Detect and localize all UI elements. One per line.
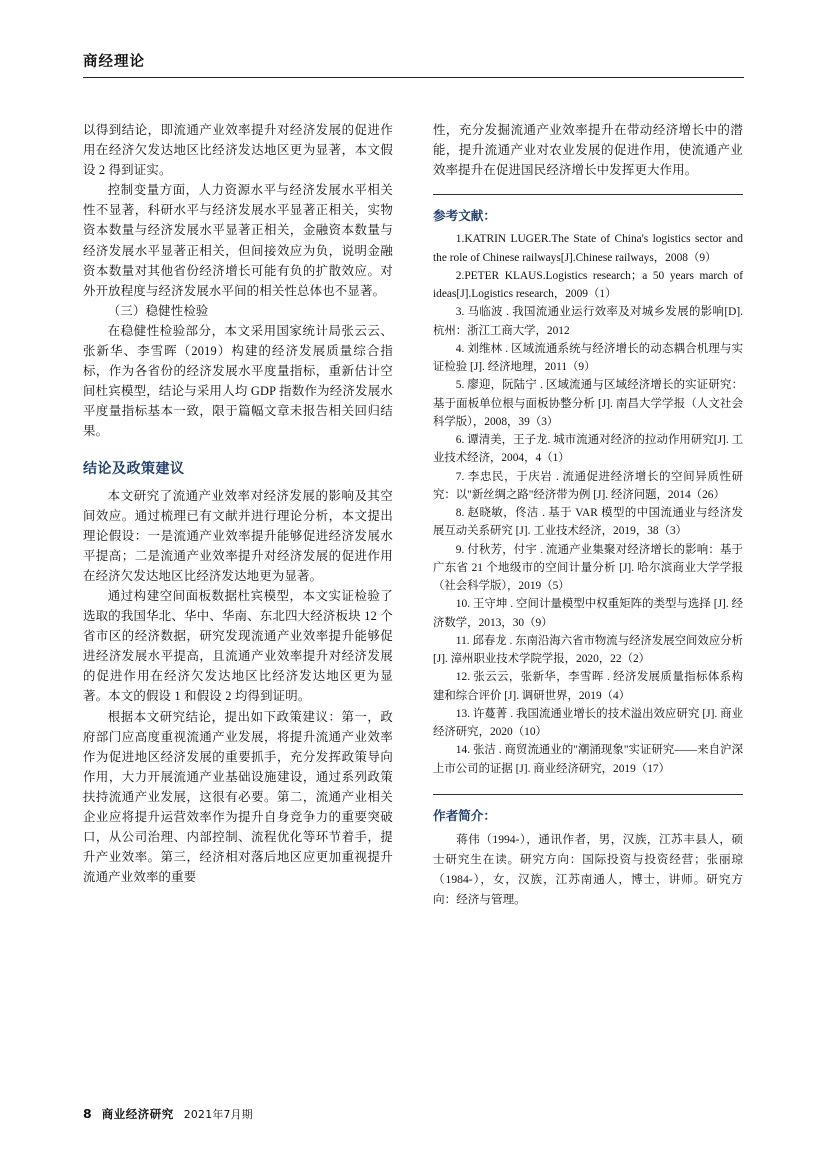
author-bio-block (433, 794, 743, 910)
reference-item: 10. 王守坤 . 空间计量模型中权重矩阵的类型与选择 [J]. 经济数学，2013，30（9） (433, 598, 743, 629)
references-divider (433, 194, 743, 195)
reference-item: 3. 马临波 . 我国流通业运行效率及对城乡发展的影响[D]. 杭州：浙江工商大学，2012 (433, 306, 743, 337)
paragraph: 控制变量方面，人力资源水平与经济发展水平相关性不显著，科研水平与经济发展水平显著正相关，实物资本数量与经济发展水平显著正相关，金融资本数量与经济发展水平显著正相关，但间接效应为负，说明金融资本数量对其他省份经济增长可能有负的扩散效应。对外开放程度与经济发展水平间的相关性总体也不显著。 (83, 183, 393, 298)
author-bio-heading: 作者简介： (433, 807, 496, 823)
page-footer (83, 1106, 744, 1122)
paragraph: 在稳健性检验部分，本文采用国家统计局张云云、张新华、李雪晖（2019）构建的经济发展质量综合指标，作为各省份的经济发展水平度量指标，重新估计空间杜宾模型，结论与采用人均 GDP 指数作为经济发展水平度量指标基本一致，限于篇幅文章未报告相关回归结果。 (83, 323, 393, 439)
header-title: 商经理论 (83, 54, 145, 70)
reference-item: 6. 谭清美，王子龙. 城市流通对经济的拉动作用研究[J]. 工业技术经济，2004，4（1） (433, 434, 743, 465)
reference-item: 12. 张云云，张新华，李雪晖 . 经济发展质量指标体系构建和综合评价 [J]. 调研世界，2019（4） (433, 671, 743, 702)
right-column (433, 120, 743, 910)
paragraph: 通过构建空间面板数据杜宾模型，本文实证检验了选取的我国华北、华中、华南、东北四大经济板块 12 个省市区的经济数据，研究发现流通产业效率提升能够促进经济发展水平提高，且流通产业效率提升对经济发展的促进作用在经济欠发达地区比经济发达地区更为显著。本文的假设 1 和假设 2 均得到证明。 (83, 588, 393, 704)
reference-item: 2.PETER KLAUS.Logistics research；a 50 years march of ideas[J].Logistics research，2009（1） (433, 269, 743, 301)
reference-item: 11. 邱春龙 . 东南沿海六省市物流与经济发展空间效应分析 [J]. 漳州职业技术学院学报，2020，22（2） (433, 634, 743, 666)
reference-item: 14. 张洁 . 商贸流通业的"潮涌现象"实证研究——来自沪深上市公司的证据 [J]. 商业经济研究，2019（17） (433, 744, 743, 775)
reference-item: 13. 许蔓菁 . 我国流通业增长的技术溢出效应研究 [J]. 商业经济研究，2020（10） (433, 707, 743, 739)
reference-item: 1.KATRIN LUGER.The State of China's logistics sector and the role of Chinese railways[J].Chinese railways，2008（9） (433, 233, 743, 264)
section-title: 结论及政策建议 (83, 460, 185, 477)
author-bio-text: 蒋伟（1994-），通讯作者，男，汉族，江苏丰县人，硕士研究生在读。研究方向：国际投资与投资经营；张丽琼（1984-），女，汉族，江苏南通人，博士，讲师。研究方向：经济与管理。 (433, 832, 743, 906)
header-divider (83, 77, 744, 78)
left-column (83, 120, 393, 910)
reference-item: 7. 李忠民，于庆岩 . 流通促进经济增长的空间异质性研究：以"新丝绸之路"经济带为例 [J]. 经济问题，2014（26） (433, 470, 743, 501)
footer-page-number: 8 (83, 1106, 92, 1121)
footer-journal-name: 商业经济研究 (101, 1107, 174, 1121)
references-block (433, 194, 743, 778)
paragraph: 性，充分发掘流通产业效率提升在带动经济增长中的潜能，提升流通产业对农业发展的促进作用，使流通产业效率提升在促进国民经济增长中发挥更大作用。 (433, 123, 743, 178)
paragraph: 本文研究了流通产业效率对经济发展的影响及其空间效应。通过梳理已有文献并进行理论分析，本文提出理论假设：一是流通产业效率提升能够促进经济发展水平提高；二是流通产业效率提升对经济发展的促进作用在经济欠发达地区比经济发达地更为显著。 (83, 488, 393, 583)
references-heading: 参考文献： (433, 208, 496, 224)
author-bio-divider (433, 794, 743, 795)
paragraph: 根据本文研究结论，提出如下政策建议：第一，政府部门应高度重视流通产业发展，将提升流通产业效率作为促进地区经济发展的重要抓手，充分发挥政策导向作用，大力开展流通产业基础设施建设，通过系列政策扶持流通产业发展，这很有必要。第二，流通产业相关企业应将提升运营效率作为提升自身竞争力的重要突破口，从公司治理、内部控制、流程优化等环节着手，提升产业效率。第三，经济相对落后地区应更加重视提升流通产业效率的重要 (83, 709, 393, 885)
page-header (83, 50, 744, 78)
reference-item: 4. 刘维林 . 区域流通系统与经济增长的动态耦合机理与实证检验 [J]. 经济地理，2011（9） (433, 342, 743, 374)
paragraph: 以得到结论，即流通产业效率提升对经济发展的促进作用在经济欠发达地区比经济发达地区更为显著，本文假设 2 得到证实。 (83, 123, 393, 178)
reference-item: 9. 付秋芳，付宇 . 流通产业集聚对经济增长的影响：基于广东省 21 个地级市的空间计量分析 [J]. 哈尔滨商业大学学报（社会科学版），2019（5） (433, 543, 743, 593)
two-column-body (83, 120, 744, 910)
subsection-title: （三）稳健性检验 (107, 303, 209, 318)
reference-item: 8. 赵晓敏，佟洁 . 基于 VAR 模型的中国流通业与经济发展互动关系研究 [J]. 工业技术经济，2019，38（3） (433, 507, 743, 538)
footer-issue: 2021年7月期 (183, 1108, 253, 1121)
reference-item: 5. 廖迎，阮陆宁 . 区域流通与区域经济增长的实证研究：基于面板单位根与面板协整分析 [J]. 南昌大学学报（人文社会科学版），2008，39（3） (433, 379, 743, 428)
